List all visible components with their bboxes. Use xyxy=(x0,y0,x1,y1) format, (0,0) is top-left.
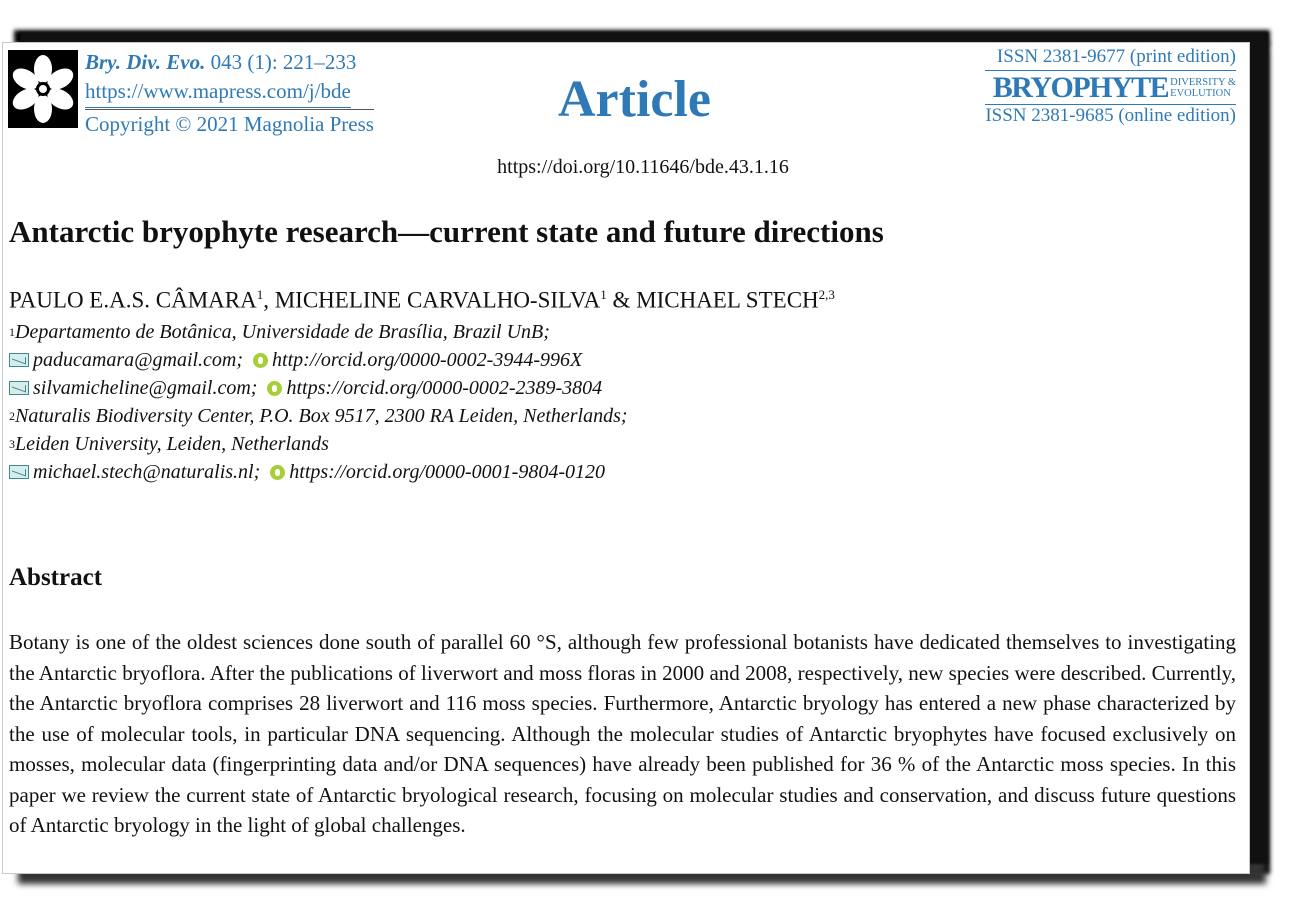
orcid-icon xyxy=(267,381,282,396)
author-3-sup: 2,3 xyxy=(818,287,835,302)
affiliation-3-sup: 3 xyxy=(9,437,15,451)
email-icon xyxy=(9,381,29,395)
author-1-sup: 1 xyxy=(256,287,264,302)
author-1: PAULO E.A.S. CÂMARA xyxy=(9,287,257,313)
author-2: , MICHELINE CARVALHO-SILVA xyxy=(263,287,601,313)
email-link-2[interactable]: silvamicheline@gmail.com; xyxy=(33,377,258,399)
affiliation-2-sup: 2 xyxy=(9,409,15,423)
email-icon xyxy=(9,465,29,479)
affiliation-2-text: Naturalis Biodiversity Center, P.O. Box 9517, 2300 RA Leiden, Netherlands; xyxy=(15,405,628,427)
brand-subtitle-2: EVOLUTION xyxy=(1170,88,1231,99)
contact-2 xyxy=(9,374,628,402)
orcid-link-1[interactable]: http://orcid.org/0000-0002-3944-996X xyxy=(272,349,583,371)
contact-3 xyxy=(9,458,628,486)
citation xyxy=(85,48,374,77)
abstract-text: Botany is one of the oldest sciences done south of parallel 60 °S, although few professional botanists have dedicated themselves to investigating the Antarctic bryoflora. After the publications of liverwort and moss floras in 2000 and 2008, respectively, new species were described. Currently, the Antarctic bryoflora comprises 28 liverwort and 116 moss species. Furthermore, Antarctic bryology has entered a new phase characterized by the use of molecular tools, in particular DNA sequencing. Although the molecular studies of Antarctic bryophytes have focused exclusively on mosses, molecular data (fingerprinting data and/or DNA sequences) have already been published for 36 % of the Antarctic moss species. In this paper we review the current state of Antarctic bryological research, focusing on molecular studies and conservation, and discuss future questions of Antarctic bryology in the light of global challenges. xyxy=(9,630,1236,837)
affiliation-1 xyxy=(9,318,628,346)
article-label: Article xyxy=(558,71,712,128)
author-2-sup: 1 xyxy=(600,287,607,302)
orcid-link-3[interactable]: https://orcid.org/0000-0001-9804-0120 xyxy=(289,461,605,483)
volume-pages: 043 (1): 221–233 xyxy=(210,50,357,74)
author-list xyxy=(9,287,835,314)
journal-info xyxy=(85,48,374,139)
affiliations xyxy=(9,318,628,486)
issn-online: ISSN 2381-9685 (online edition) xyxy=(985,105,1236,126)
author-3: & MICHAEL STECH xyxy=(606,287,819,313)
issn-print: ISSN 2381-9677 (print edition) xyxy=(985,46,1236,71)
affiliation-3 xyxy=(9,430,628,458)
affiliation-3-text: Leiden University, Leiden, Netherlands xyxy=(15,433,329,455)
affiliation-1-sup: 1 xyxy=(9,325,15,339)
affiliation-1-text: Departamento de Botânica, Universidade de Brasília, Brazil UnB; xyxy=(15,321,550,343)
contact-1 xyxy=(9,346,628,374)
brand-subtitle-1: DIVERSITY & xyxy=(1170,77,1236,88)
issn-block xyxy=(985,46,1236,127)
email-icon xyxy=(9,353,29,367)
journal-url-link[interactable]: https://www.mapress.com/j/bde xyxy=(85,77,351,108)
article-title: Antarctic bryophyte research—current state and future directions xyxy=(9,214,884,249)
journal-abbrev: Bry. Div. Evo. xyxy=(85,50,206,74)
orcid-link-2[interactable]: https://orcid.org/0000-0002-2389-3804 xyxy=(286,377,603,399)
copyright-notice: Copyright © 2021 Magnolia Press xyxy=(85,109,374,139)
flower-icon xyxy=(8,50,78,128)
brand-name: BRYOPHYTE xyxy=(992,71,1169,104)
abstract-heading: Abstract xyxy=(9,564,103,591)
affiliation-2 xyxy=(9,402,628,430)
brand-subtitle xyxy=(1170,77,1236,99)
doi-link[interactable]: https://doi.org/10.11646/bde.43.1.16 xyxy=(497,156,789,178)
email-link-1[interactable]: paducamara@gmail.com; xyxy=(33,349,244,371)
orcid-icon xyxy=(253,353,268,368)
email-link-3[interactable]: michael.stech@naturalis.nl; xyxy=(33,461,261,483)
journal-brand xyxy=(985,71,1236,105)
orcid-icon xyxy=(270,465,285,480)
magnolia-logo xyxy=(8,50,78,128)
